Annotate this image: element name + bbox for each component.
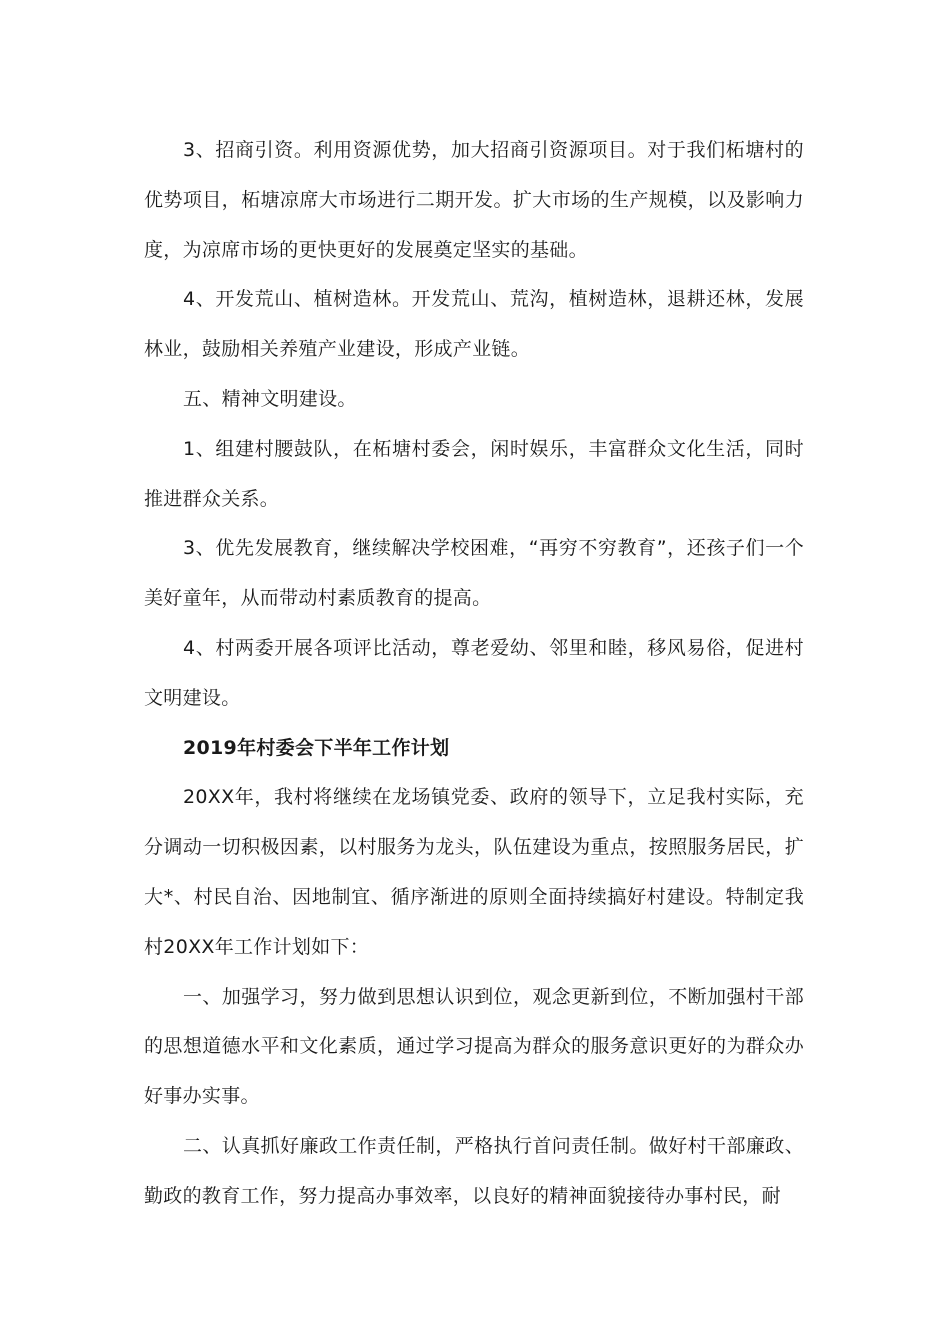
paragraph-afforestation: 4、开发荒山、植树造林。开发荒山、荒沟，植树造林，退耕还林，发展林业，鼓励相关养殖产业建设，形成产业链。 <box>144 288 804 361</box>
section-title: 2019年村委会下半年工作计划 <box>183 736 450 759</box>
paragraph-investment: 3、招商引资。利用资源优势，加大招商引资源项目。对于我们柘塘村的优势项目，柘塘凉席大市场进行二期开发。扩大市场的生产规模，以及影响力度，为凉席市场的更快更好的发展奠定坚实的基础。 <box>144 139 804 261</box>
paragraph-study: 一、加强学习，努力做到思想认识到位，观念更新到位，不断加强村干部的思想道德水平和文化素质，通过学习提高为群众的服务意识更好的为群众办好事办实事。 <box>144 985 804 1108</box>
document-page <box>144 126 804 1222</box>
paragraph-intro: 20XX年，我村将继续在龙场镇党委、政府的领导下，立足我村实际，充分调动一切积极因素，以村服务为龙头，队伍建设为重点，按照服务居民，扩大*、村民自治、因地制宜、循序渐进的原则全面持续搞好村建设。特制定我村20XX年工作计划如下： <box>144 786 804 958</box>
paragraph-drum-team: 1、组建村腰鼓队，在柘塘村委会，闲时娱乐，丰富群众文化生活，同时推进群众关系。 <box>144 437 804 510</box>
paragraph-evaluation: 4、村两委开展各项评比活动，尊老爱幼、邻里和睦，移风易俗，促进村文明建设。 <box>144 636 804 709</box>
paragraph-civilization-heading: 五、精神文明建设。 <box>183 387 357 410</box>
paragraph-integrity: 二、认真抓好廉政工作责任制，严格执行首问责任制。做好村干部廉政、勤政的教育工作，努力提高办事效率，以良好的精神面貌接待办事村民，耐 <box>144 1134 804 1207</box>
paragraph-education: 3、优先发展教育，继续解决学校困难，“再穷不穷教育”，还孩子们一个美好童年，从而带动村素质教育的提高。 <box>144 537 804 610</box>
